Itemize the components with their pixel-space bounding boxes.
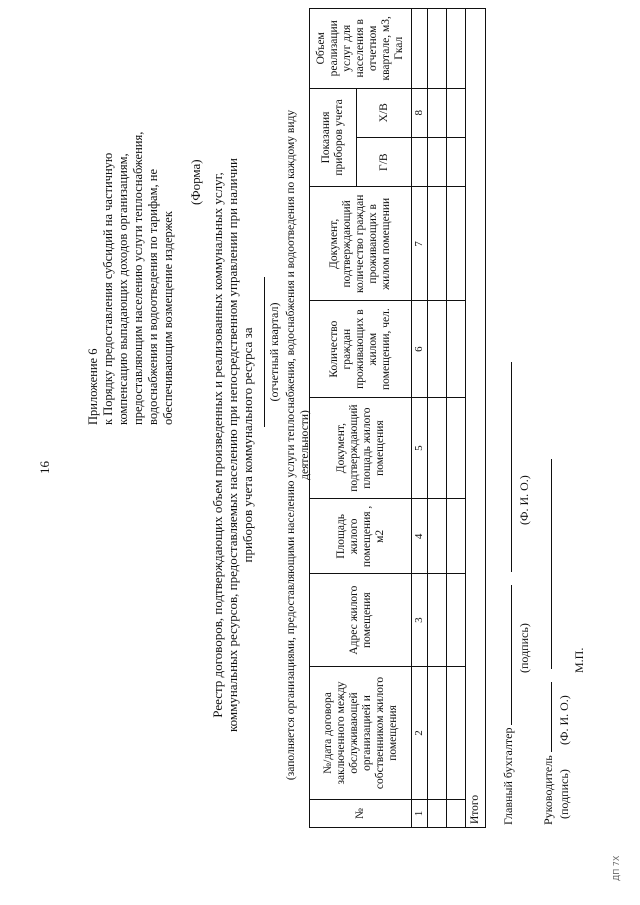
table-cell bbox=[428, 88, 447, 137]
header-number: № bbox=[310, 800, 412, 828]
col-number: 8 bbox=[412, 88, 428, 137]
head-label: Руководитель bbox=[541, 755, 555, 825]
table-cell bbox=[428, 397, 447, 498]
fill-note: (заполняется организациями, предоставляющими населению услуги теплоснабжения, водоснабжения и водоотведения по каждому виду деятельности) bbox=[285, 109, 311, 781]
col-number: 5 bbox=[412, 397, 428, 498]
accountant-label: Главный бухгалтер bbox=[501, 727, 515, 825]
header-meter-readings: Показания приборов учета bbox=[310, 88, 357, 187]
header-cold-water: Х/В bbox=[357, 88, 412, 137]
head-name-caption: (Ф. И. О.) bbox=[557, 695, 571, 745]
col-number: 1 bbox=[412, 800, 428, 828]
appendix-text: к Порядку предоставления субсидий на частичную компенсацию выпадающих доходов организациям, предоставляющим населению услуги теплоснабжения, водоснабжения и водоотведения по тарифам, не обеспечивающим возмещение издержек bbox=[101, 131, 175, 425]
header-address: Адрес жилого помещения bbox=[310, 574, 412, 666]
col-number: 6 bbox=[412, 301, 428, 398]
quarter-fill-line bbox=[264, 277, 265, 427]
scan-mark: ДП 7Х bbox=[612, 855, 621, 881]
table-cell bbox=[447, 800, 466, 828]
col-number: 7 bbox=[412, 187, 428, 301]
table-cell bbox=[428, 666, 447, 799]
total-label: Итого bbox=[466, 9, 486, 828]
registry-table bbox=[309, 8, 486, 828]
table-cell bbox=[447, 88, 466, 137]
accountant-name-line bbox=[511, 362, 512, 572]
head-sign-line bbox=[551, 682, 552, 752]
form-label: (Форма) bbox=[188, 159, 203, 205]
col-number: 2 bbox=[412, 666, 428, 799]
title-line-3: приборов учета коммунального ресурса за bbox=[240, 327, 255, 563]
col-number: 3 bbox=[412, 574, 428, 666]
table-cell bbox=[428, 9, 447, 89]
table-cell bbox=[428, 574, 447, 666]
table-cell bbox=[447, 499, 466, 574]
header-contract: №/дата договора заключенного между обслуживающей организацией и собственником жилого помещения bbox=[310, 666, 412, 799]
quarter-caption: (отчетный квартал) bbox=[267, 302, 281, 402]
table-row bbox=[447, 9, 466, 828]
header-area-document: Документ, подтверждающий площадь жилого помещения bbox=[310, 397, 412, 498]
accountant-name-caption: (Ф. И. О.) bbox=[517, 475, 531, 525]
table-cell bbox=[447, 137, 466, 186]
table-cell bbox=[447, 187, 466, 301]
table-cell bbox=[447, 397, 466, 498]
table-cell bbox=[447, 666, 466, 799]
table-cell bbox=[428, 800, 447, 828]
page-number: 16 bbox=[37, 461, 52, 474]
header-hot-water: Г/В bbox=[357, 137, 412, 186]
accountant-sign-caption: (подпись) bbox=[517, 623, 531, 673]
title-line-1: Реестр договоров, подтверждающих объем произведенных и реализованных коммунальных услуг, bbox=[210, 172, 225, 718]
head-name-line bbox=[551, 459, 552, 669]
appendix-header bbox=[86, 95, 176, 425]
table-cell bbox=[447, 301, 466, 398]
head-sign-caption: (подпись) bbox=[557, 769, 571, 819]
table-cell bbox=[447, 9, 466, 89]
header-volume: Объем реализации услуг для населения в отчетном квартале, м3, Гкал bbox=[310, 9, 412, 89]
col-number: 4 bbox=[412, 499, 428, 574]
total-row bbox=[466, 9, 486, 828]
title-line-2: коммунальных ресурсов, предоставляемых населению при непосредственном управлении при наличии bbox=[225, 157, 240, 733]
col-number bbox=[412, 9, 428, 89]
header-residents-document: Документ, подтверждающий количество граждан проживающих в жилом помещении bbox=[310, 187, 412, 301]
table-cell bbox=[428, 301, 447, 398]
table-cell bbox=[428, 137, 447, 186]
head-signature bbox=[541, 459, 556, 825]
table-row bbox=[428, 9, 447, 828]
header-area: Площадь жилого помещения , м2 bbox=[310, 499, 412, 574]
col-number bbox=[412, 137, 428, 186]
stamp-place: М.П. bbox=[572, 647, 586, 673]
table-header-row bbox=[310, 9, 357, 828]
column-numbers-row bbox=[412, 9, 428, 828]
accountant-sign-line bbox=[511, 585, 512, 725]
document-title bbox=[210, 85, 255, 805]
table-cell bbox=[428, 499, 447, 574]
appendix-title: Приложение 6 bbox=[86, 348, 100, 425]
table-cell bbox=[428, 187, 447, 301]
header-residents: Количество граждан проживающих в жилом помещении, чел. bbox=[310, 301, 412, 398]
table-cell bbox=[447, 574, 466, 666]
accountant-signature bbox=[501, 362, 516, 825]
